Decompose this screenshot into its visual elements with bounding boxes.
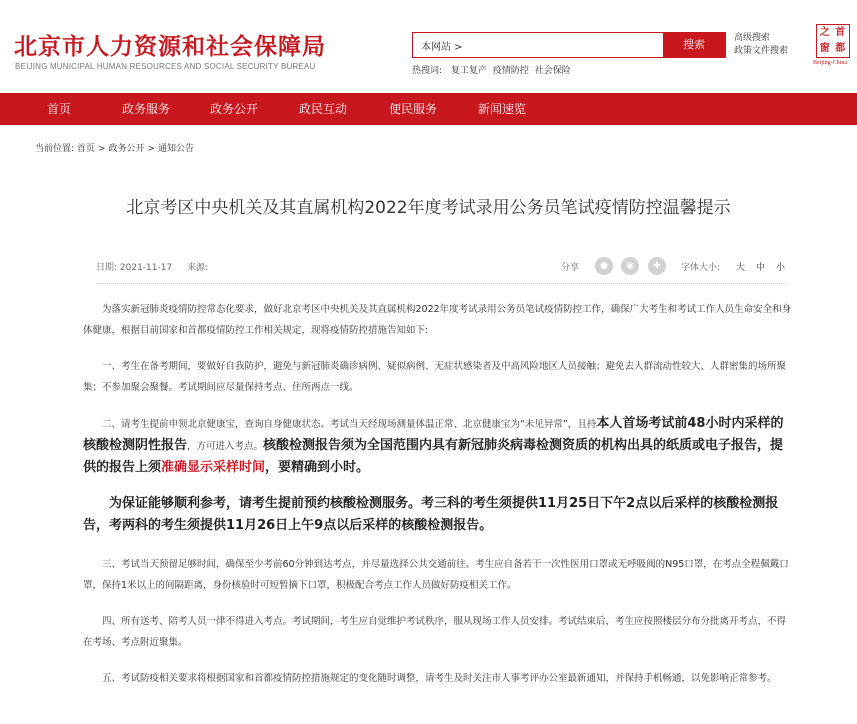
search-box (412, 32, 726, 58)
breadcrumb-home[interactable]: 首页 (76, 144, 95, 154)
nav-item-convenience[interactable]: 便民服务 (389, 102, 438, 116)
seal-char: 窗 (819, 42, 830, 54)
breadcrumb-notices[interactable]: 通知公告 (158, 144, 195, 154)
article-paragraph-notice (83, 493, 793, 537)
bold-text: ，要精确到小时。 (265, 460, 370, 475)
main-nav (0, 93, 857, 125)
bold-text: 为保证能够顺利参考，请考生提前预约核酸检测服务。考三科的考生须提供11月25日下午2点以后采样的核酸检测报告，考两科的考生须提供11月26日上午9点以后采样的核酸检测报告。 (83, 496, 779, 533)
article-paragraph-3: 三、考试当天预留足够时间，确保至少考前60分钟到达考点，并尽量选择公共交通前往。考生应自备若干一次性医用口罩或无呼吸阀的N95口罩，在考点全程佩戴口罩，保持1米以上的间隔距离，身份核验时可短暂摘下口罩，积极配合考点工作人员做好防疫相关工作。 (83, 559, 789, 591)
article-source: 来源: (187, 263, 209, 273)
site-logo-title[interactable]: 北京市人力资源和社会保障局 (14, 34, 326, 60)
seal-char: 首 (835, 27, 846, 38)
meta-divider (96, 283, 786, 284)
font-size-medium[interactable]: 中 (756, 263, 766, 273)
highlight-text: 准确显示采样时间 (161, 460, 266, 475)
policy-search-link[interactable]: 政策文件搜索 (734, 46, 789, 56)
wechat-icon[interactable]: ● (595, 257, 613, 275)
seal-caption: Beijing-China (813, 60, 847, 66)
breadcrumb (35, 141, 194, 154)
paragraph-text: ，方可进入考点。 (187, 441, 264, 452)
font-size-large[interactable]: 大 (736, 263, 746, 273)
breadcrumb-label: 当前位置: (35, 144, 75, 154)
nav-item-public-affairs[interactable]: 政务公开 (210, 102, 259, 116)
nav-item-services[interactable]: 政务服务 (122, 102, 171, 116)
breadcrumb-separator: > (97, 144, 106, 154)
breadcrumb-public-affairs[interactable]: 政务公开 (108, 144, 145, 154)
article-date: 日期: 2021-11-17 (96, 263, 173, 273)
hotword-link[interactable]: 社会保险 (534, 66, 571, 76)
capital-window-seal-icon[interactable] (816, 24, 850, 58)
share-label: 分享 (561, 263, 580, 273)
site-header (0, 0, 857, 93)
bold-text: 本人首场考试前48小时内采样的核酸检测阴性报告 (83, 416, 784, 453)
paragraph-text: 二、请考生提前申领北京健康宝，查询自身健康状态。考试当天经现场测量体温正常、北京健康宝为“未见异常”，且持 (102, 419, 597, 430)
article-paragraph-5: 五、考试防疫相关要求将根据国家和首都疫情防控措施规定的变化随时调整，请考生及时关注市人事考评办公室最新通知，并保持手机畅通，以免影响正常参考。 (102, 673, 777, 684)
search-button[interactable]: 搜索 (663, 32, 725, 58)
weibo-icon[interactable]: ◉ (621, 257, 639, 275)
bold-text: 核酸检测报告须为全国范围内具有新冠肺炎病毒检测资质的机构出具的纸质或电子报告，提供的报告上须 (83, 438, 784, 475)
seal-char: 都 (835, 42, 846, 54)
nav-item-interaction[interactable]: 政民互动 (299, 102, 348, 116)
article-title: 北京考区中央机关及其直属机构2022年度考试录用公务员笔试疫情防控温馨提示 (126, 198, 731, 218)
nav-item-news[interactable]: 新闻速览 (478, 102, 527, 116)
font-size-label: 字体大小: (681, 263, 721, 273)
search-links (734, 32, 788, 58)
article-paragraph-intro: 为落实新冠肺炎疫情防控常态化要求，做好北京考区中央机关及其直属机构2022年度考试录用公务员笔试疫情防控工作，确保广大考生和考试工作人员生命安全和身体健康，根据目前国家和首都疫情防控工作相关规定，现将疫情防控措施告知如下: (83, 304, 792, 336)
breadcrumb-separator: > (147, 144, 156, 154)
seal-char: 之 (819, 27, 830, 38)
advanced-search-link[interactable]: 高级搜索 (734, 33, 771, 43)
article-paragraph-2 (83, 413, 793, 479)
article-paragraph-4: 四、所有送考、陪考人员一律不得进入考点。考试期间，考生应自觉维护考试秩序，服从现场工作人员安排。考试结束后，考生应按照楼层分布分批离开考点，不得在考场、考点附近聚集。 (83, 616, 787, 648)
article-meta (96, 258, 786, 274)
nav-item-home[interactable]: 首页 (47, 102, 72, 116)
hot-search-words (412, 63, 574, 76)
hotword-link[interactable]: 复工复产 (450, 66, 487, 76)
hotword-link[interactable]: 疫情防控 (492, 66, 529, 76)
search-input[interactable] (413, 33, 665, 57)
more-share-icon[interactable]: ✚ (648, 257, 666, 275)
hotwords-label: 热搜词: (412, 66, 443, 76)
font-size-small[interactable]: 小 (776, 263, 786, 273)
site-logo-subtitle: BEIJING MUNICIPAL HUMAN RESOURCES AND SOCIAL SECURITY BUREAU (15, 62, 316, 71)
article-paragraph-1: 一、考生在备考期间，要做好自我防护，避免与新冠肺炎确诊病例、疑似病例、无症状感染者及中高风险地区人员接触；避免去人群流动性较大、人群密集的场所聚集；不参加聚会聚餐。考试期间应尽量保持考点、住所两点一线。 (83, 361, 787, 393)
